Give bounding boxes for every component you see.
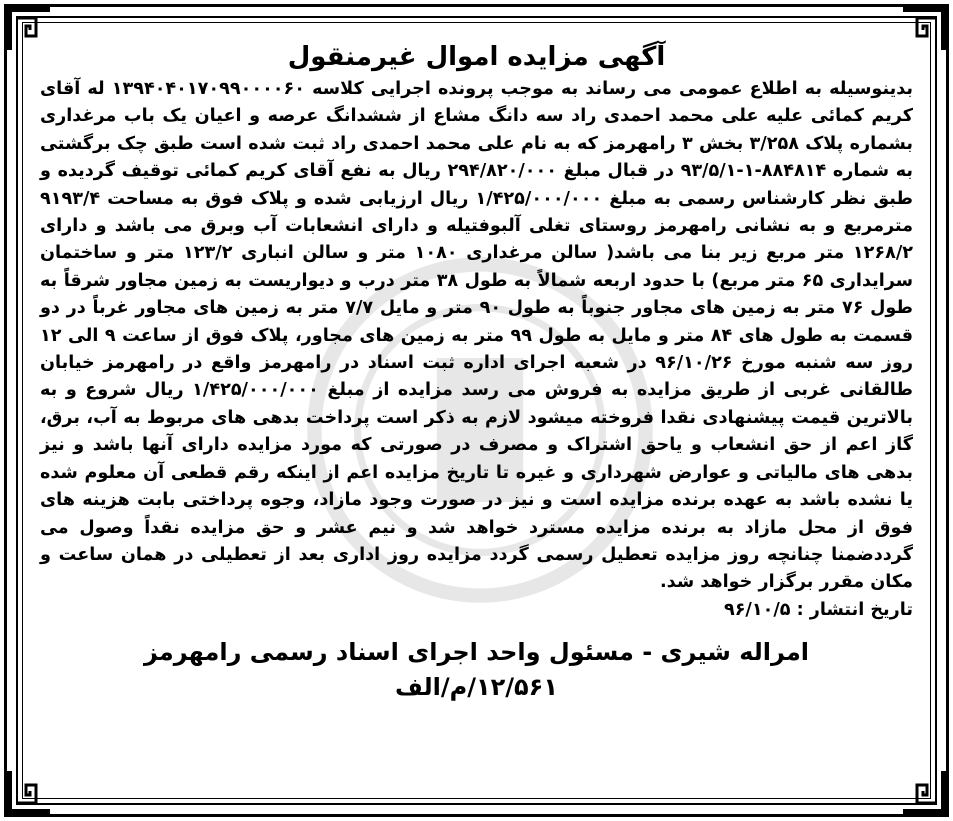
publish-date: تاریخ انتشار : ۹۶/۱۰/۵ (723, 599, 913, 620)
notice-body: بدینوسیله به اطلاع عمومی می رساند به موجب پرونده اجرایی کلاسه ۱۳۹۴۰۴۰۱۷۰۹۹۰۰۰۰۶۰ له آقای کریم کمائی علیه علی محمد احمدی راد سه دانگ مشاع از ششدانگ عرصه و اعیان یک باب مرغداری بشماره پلاک ۳/۲۵۸ بخش ۳ رامهرمز که به نام علی محمد احمدی راد ثبت شده است طبق چک برگشتی به شماره ۸۸۴۸۱۴-۱-۹۳/۵/۱ در قبال مبلغ ۲۹۴/۸۲۰/۰۰۰ ریال به نفع آقای کریم کمائی توقیف گردیده و طبق نظر کارشناس رسمی به مبلغ ۱/۴۲۵/۰۰۰/۰۰۰ ریال ارزیابی شده و پلاک فوق به مساحت ۹۱۹۳/۴ مترمربع و به نشانی رامهرمز روستای تغلی آلبوفتیله و دارای انشعابات آب وبرق می باشد و دارای ۱۲۶۸/۲ متر مربع زیر بنا می باشد( سالن مرغداری ۱۰۸۰ متر و سالن انباری ۱۲۳/۲ متر و ساختمان سرایداری ۶۵ متر مربع) با حدود اربعه شمالاً به طول ۳۸ متر درب و دیواریست به زمین مجاور شرقاً به طول ۷۶ متر به زمین های مجاور جنوباً به طول ۹۰ متر و مایل ۷/۷ متر به زمین های مجاور غرباً در دو قسمت به طول های ۸۴ متر و مایل به طول ۹۹ متر به زمین های مجاور، پلاک فوق از ساعت ۹ الی ۱۲ روز سه شنبه مورخ ۹۶/۱۰/۲۶ در شعبه اجرای اداره ثبت اسناد در رامهرمز واقع در رامهرمز خیابان طالقانی غربی از طریق مزایده به فروش می رسد مزایده از مبلغ ۱/۴۲۵/۰۰۰/۰۰۰ ریال شروع و به بالاترین قیمت پیشنهادی نقدا فروخته میشود لازم به ذکر است پرداخت بدهی های مربوط به آب، برق، گاز اعم از حق انشعاب و یاحق اشتراک و مصرف در صورتی که مورد مزایده دارای آنها باشد و نیز بدهی های مالیاتی و عوارض شهرداری و غیره تا تاریخ مزایده اعم از اینکه رقم قطعی آن معلوم شده یا نشده باشد به عهده برنده مزایده است و نیز در صورت وجود مازاد، وجوه پرداختی بابت هزینه های فوق از محل مازاد به برنده مزایده مسترد خواهد شد و نیم عشر و حق مزایده نقداً وصول می گرددضمنا چنانچه روز مزایده تعطیل رسمی گردد مزایده روز اداری بعد از تعطیلی در همان ساعت و مکان مقرر برگزار خواهد شد. (40, 79, 914, 593)
notice-content (40, 40, 913, 785)
reference-number: ۱۲/۵۶۱/م/الف (395, 672, 558, 701)
signature-line: امراله شیری - مسئول واحد اجرای اسناد رسمی رامهرمز (143, 637, 810, 666)
notice-title: آگهی مزایده اموال غیرمنقول (287, 42, 666, 72)
